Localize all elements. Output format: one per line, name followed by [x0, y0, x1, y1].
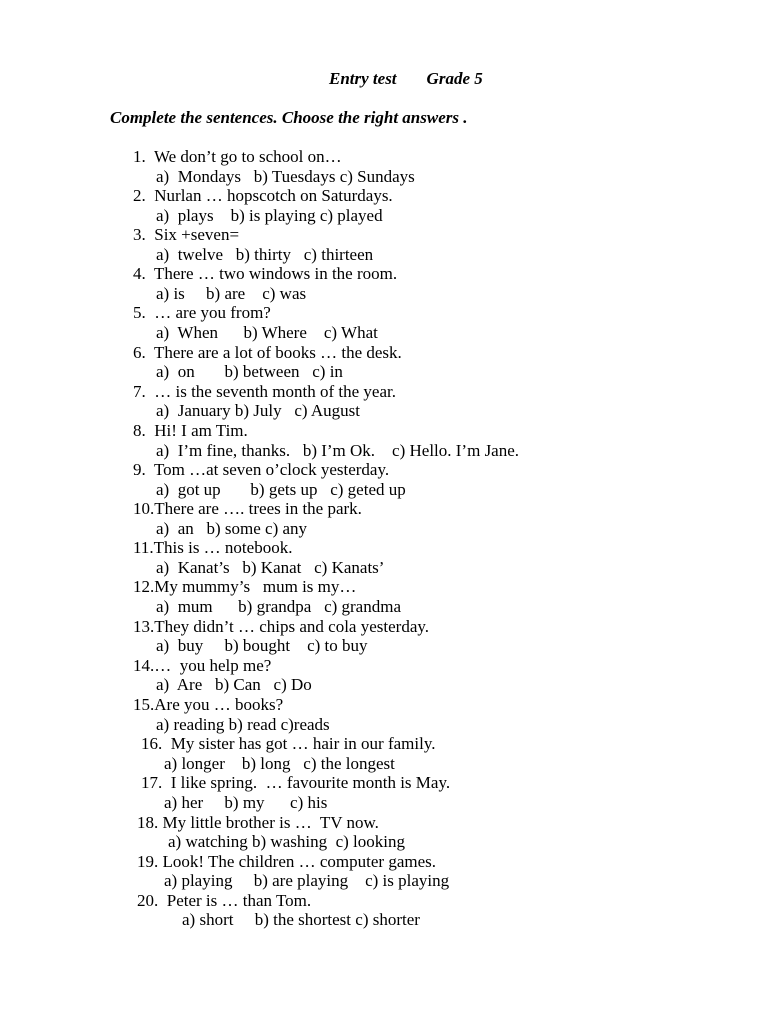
question-8: 8. Hi! I am Tim. — [133, 421, 248, 440]
options-8: a) I’m fine, thanks. b) I’m Ok. c) Hello. I’m Jane. — [156, 441, 520, 460]
question-20: 20. Peter is … than Tom. — [137, 891, 312, 910]
question-12: 12.My mummy’s mum is my… — [133, 577, 357, 596]
options-3: a) twelve b) thirty c) thirteen — [156, 245, 374, 264]
question-16: 16. My sister has got … hair in our family. — [141, 734, 436, 753]
options-7: a) January b) July c) August — [156, 401, 360, 420]
question-3: 3. Six +seven= — [133, 225, 240, 244]
options-17: a) her b) my c) his — [164, 793, 328, 812]
grade-label: Grade 5 — [426, 69, 483, 88]
options-15: a) reading b) read c)reads — [156, 715, 330, 734]
question-17: 17. I like spring. … favourite month is May. — [141, 773, 451, 792]
question-10: 10.There are …. trees in the park. — [133, 499, 362, 518]
options-6: a) on b) between c) in — [156, 362, 343, 381]
options-20: a) short b) the shortest c) shorter — [182, 910, 420, 929]
options-14: a) Are b) Can c) Do — [156, 675, 312, 694]
options-5: a) When b) Where c) What — [156, 323, 378, 342]
question-14: 14.… you help me? — [133, 656, 272, 675]
test-title: Entry test — [329, 69, 397, 88]
question-18: 18. My little brother is … TV now. — [137, 813, 379, 832]
options-4: a) is b) are c) was — [156, 284, 307, 303]
options-10: a) an b) some c) any — [156, 519, 308, 538]
question-9: 9. Tom …at seven o’clock yesterday. — [133, 460, 390, 479]
question-15: 15.Are you … books? — [133, 695, 284, 714]
question-5: 5. … are you from? — [133, 303, 271, 322]
question-2: 2. Nurlan … hopscotch on Saturdays. — [133, 186, 393, 205]
options-2: a) plays b) is playing c) played — [156, 206, 383, 225]
question-13: 13.They didn’t … chips and cola yesterday. — [133, 617, 430, 636]
options-19: a) playing b) are playing c) is playing — [164, 871, 450, 890]
question-11: 11.This is … notebook. — [133, 538, 293, 557]
question-6: 6. There are a lot of books … the desk. — [133, 343, 402, 362]
options-9: a) got up b) gets up c) geted up — [156, 480, 406, 499]
question-1: 1. We don’t go to school on… — [133, 147, 342, 166]
options-11: a) Kanat’s b) Kanat c) Kanats’ — [156, 558, 385, 577]
question-7: 7. … is the seventh month of the year. — [133, 382, 396, 401]
question-19: 19. Look! The children … computer games. — [137, 852, 436, 871]
question-4: 4. There … two windows in the room. — [133, 264, 398, 283]
options-18: a) watching b) washing c) looking — [168, 832, 405, 851]
instructions: Complete the sentences. Choose the right answers . — [110, 108, 468, 127]
options-16: a) longer b) long c) the longest — [164, 754, 395, 773]
options-13: a) buy b) bought c) to buy — [156, 636, 368, 655]
options-1: a) Mondays b) Tuesdays c) Sundays — [156, 167, 415, 186]
test-header — [329, 69, 483, 89]
options-12: a) mum b) grandpa c) grandma — [156, 597, 401, 616]
